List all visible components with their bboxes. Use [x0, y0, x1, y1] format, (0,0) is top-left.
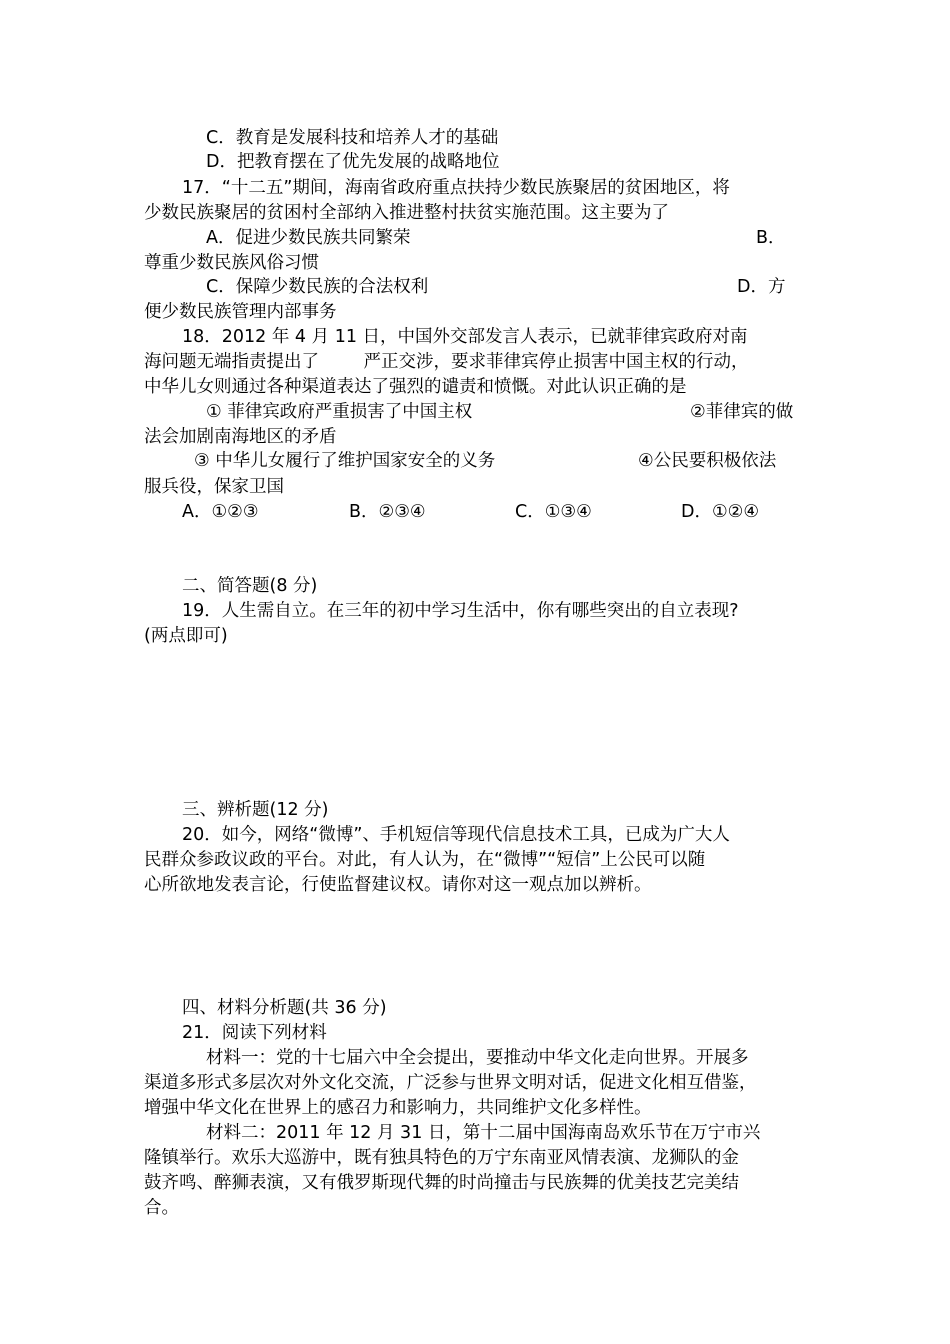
material-1-line-2: 渠道多形式多层次对外文化交流，广泛参与世界文明对话，促进文化相互借鉴， — [144, 1073, 757, 1093]
material-2-line-2: 隆镇举行。欢乐大巡游中，既有独具特色的万宁东南亚风情表演、龙狮队的金 — [144, 1148, 739, 1168]
q18-stem-line-3: 中华儿女则通过各种渠道表达了强烈的谴责和愤慨。对此认识正确的是 — [144, 377, 687, 397]
material-2-line-1: 材料二：2011 年 12 月 31 日，第十二届中国海南岛欢乐节在万宁市兴 — [206, 1123, 761, 1143]
q18-item-2-head: ②菲律宾的做 — [690, 402, 794, 422]
q18-option-a: A．①②③ — [182, 502, 259, 522]
section-4-heading: 四、材料分析题(共 36 分) — [182, 998, 387, 1018]
q21-prompt: 21．阅读下列材料 — [182, 1023, 327, 1043]
q17-stem-line-2: 少数民族聚居的贫困村全部纳入推进整村扶贫实施范围。这主要为了 — [144, 203, 669, 223]
q18-stem-line-2: 海问题无端指责提出了 严正交涉，要求菲律宾停止损害中国主权的行动， — [144, 352, 749, 372]
q18-item-4-tail: 服兵役，保家卫国 — [144, 477, 284, 497]
q19-line-1: 19．人生需自立。在三年的初中学习生活中，你有哪些突出的自立表现? — [182, 601, 739, 621]
material-1-line-1: 材料一：党的十七届六中全会提出，要推动中华文化走向世界。开展多 — [206, 1048, 749, 1068]
q18-item-3: ③ 中华儿女履行了维护国家安全的义务 — [194, 451, 496, 471]
material-1-line-3: 增强中华文化在世界上的感召力和影响力，共同维护文化多样性。 — [144, 1098, 652, 1118]
q18-item-2-tail: 法会加剧南海地区的矛盾 — [144, 427, 337, 447]
section-2-heading: 二、简答题(8 分) — [182, 576, 318, 596]
q16-option-c: C．教育是发展科技和培养人才的基础 — [206, 128, 499, 148]
q17-option-d-label: D．方 — [737, 277, 786, 297]
q19-line-2: (两点即可) — [144, 626, 228, 646]
q18-option-d: D．①②④ — [681, 502, 760, 522]
q17-stem-line-1: 17．“十二五”期间，海南省政府重点扶持少数民族聚居的贫困地区，将 — [182, 178, 730, 198]
q18-option-c: C．①③④ — [515, 502, 592, 522]
material-2-line-3: 鼓齐鸣、醉狮表演，又有俄罗斯现代舞的时尚撞击与民族舞的优美技艺完美结 — [144, 1173, 739, 1193]
q17-option-a: A．促进少数民族共同繁荣 — [206, 228, 411, 248]
q18-stem-line-1: 18．2012 年 4 月 11 日，中国外交部发言人表示，已就菲律宾政府对南 — [182, 327, 748, 347]
q18-item-4-head: ④公民要积极依法 — [638, 451, 777, 471]
q18-option-b: B．②③④ — [349, 502, 426, 522]
q17-option-b-text: 尊重少数民族风俗习惯 — [144, 253, 319, 273]
q17-option-b-label: B． — [756, 228, 786, 248]
q17-option-c: C．保障少数民族的合法权利 — [206, 277, 429, 297]
q18-item-1: ① 菲律宾政府严重损害了中国主权 — [206, 402, 473, 422]
q20-line-3: 心所欲地发表言论，行使监督建议权。请你对这一观点加以辨析。 — [144, 875, 652, 895]
section-3-heading: 三、辨析题(12 分) — [182, 800, 329, 820]
q20-line-2: 民群众参政议政的平台。对此，有人认为，在“微博”“短信”上公民可以随 — [144, 850, 706, 870]
q20-line-1: 20．如今，网络“微博”、手机短信等现代信息技术工具，已成为广大人 — [182, 825, 730, 845]
q16-option-d: D．把教育摆在了优先发展的战略地位 — [206, 152, 500, 172]
material-2-line-4: 合。 — [144, 1198, 179, 1218]
q17-option-d-text: 便少数民族管理内部事务 — [144, 302, 337, 322]
